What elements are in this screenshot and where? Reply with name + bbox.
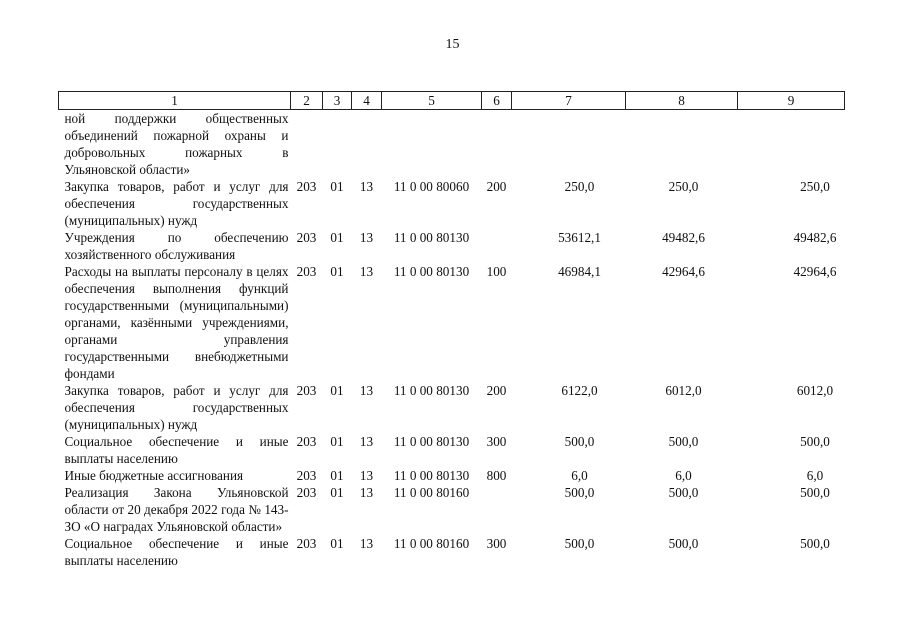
table-row: [59, 535, 845, 569]
row-admin-code: 203: [296, 230, 317, 245]
row-target-article: 11 0 00 80130: [393, 383, 470, 398]
row-amount-col8-value: 42964,6: [662, 264, 705, 279]
table-row: [59, 484, 845, 535]
row-amount-col9-value: 42964,6: [793, 264, 837, 279]
header-col-7: 7: [512, 92, 626, 110]
row-amount-col9: [738, 110, 845, 179]
row-target-article: 11 0 00 80130: [393, 434, 470, 449]
row-amount-col8-value: 250,0: [668, 179, 699, 194]
row-description: ной поддержки общественных объединений пожарной охраны и добровольных пожарных в Ульяновской области»: [64, 111, 289, 177]
row-target-article: 11 0 00 80160: [393, 485, 470, 500]
row-target-article: 11 0 00 80130: [393, 264, 470, 279]
row-amount-col9: [738, 382, 845, 433]
row-amount-col9: [738, 467, 845, 484]
row-target-article: 11 0 00 80160: [393, 536, 470, 551]
header-col-1: 1: [59, 92, 291, 110]
header-col-8: 8: [626, 92, 738, 110]
row-amount-col9-value: 49482,6: [793, 230, 837, 245]
row-subsection: 13: [359, 485, 374, 500]
table-header: [59, 92, 845, 110]
row-expense-type: 100: [486, 264, 507, 279]
row-amount-col7-value: 6122,0: [561, 383, 598, 398]
row-admin-code: 203: [296, 468, 317, 483]
row-amount-col9-value: 500,0: [800, 485, 830, 500]
row-amount-col8-value: 500,0: [668, 536, 699, 551]
row-amount-col9: [738, 535, 845, 569]
row-section: 01: [330, 485, 344, 500]
row-expense-type: [482, 484, 512, 535]
budget-table: [58, 91, 845, 569]
row-amount-col8-value: 500,0: [668, 434, 699, 449]
table-row: [59, 263, 845, 382]
row-amount-col8-value: 6,0: [675, 468, 692, 483]
row-amount-col8: [626, 433, 738, 467]
row-amount-col8: [626, 382, 738, 433]
header-col-2: 2: [291, 92, 323, 110]
table-row: [59, 178, 845, 229]
row-expense-type: 800: [486, 468, 507, 483]
row-description: Закупка товаров, работ и услуг для обеспечения государственных (муниципальных) нужд: [64, 179, 289, 228]
row-description: Учреждения по обеспечению хозяйственного обслуживания: [64, 230, 289, 262]
row-amount-col8-value: 49482,6: [662, 230, 705, 245]
row-amount-col8: [626, 178, 738, 229]
row-amount-col7-value: 53612,1: [558, 230, 601, 245]
row-amount-col7: [512, 178, 626, 229]
row-amount-col7: [512, 229, 626, 263]
row-description: Социальное обеспечение и иные выплаты населению: [64, 536, 289, 568]
row-target-article: 11 0 00 80060: [393, 179, 470, 194]
row-amount-col7: [512, 382, 626, 433]
header-col-4: 4: [352, 92, 382, 110]
row-amount-col7: [512, 433, 626, 467]
row-section: 01: [330, 536, 344, 551]
row-expense-type: 200: [486, 179, 507, 194]
row-amount-col7: [512, 467, 626, 484]
header-col-5: 5: [382, 92, 482, 110]
row-subsection: 13: [359, 468, 374, 483]
row-description: Реализация Закона Ульяновской области от 20 декабря 2022 года № 143-ЗО «О наградах Ульяновской области»: [64, 485, 289, 534]
row-amount-col9-value: 500,0: [800, 536, 830, 551]
row-subsection: 13: [359, 179, 374, 194]
row-section: 01: [330, 179, 344, 194]
row-amount-col9-value: 250,0: [800, 179, 830, 194]
row-amount-col7: [512, 110, 626, 179]
row-expense-type: 200: [486, 383, 507, 398]
row-section: [323, 110, 352, 179]
row-amount-col7-value: 6,0: [571, 468, 588, 483]
header-row: [59, 92, 845, 110]
row-section: 01: [330, 383, 344, 398]
row-admin-code: 203: [296, 179, 317, 194]
row-admin-code: 203: [296, 264, 317, 279]
row-subsection: 13: [359, 536, 374, 551]
row-admin-code: [291, 110, 323, 179]
row-amount-col7-value: 46984,1: [558, 264, 601, 279]
row-expense-type: [482, 110, 512, 179]
row-description: Иные бюджетные ассигнования: [64, 468, 244, 483]
row-description: Расходы на выплаты персоналу в целях обеспечения выполнения функций государственными (муниципальными) органами, казёнными учреждениями, органами управления государственными внебюджетными фондами: [64, 264, 289, 381]
row-amount-col7-value: 250,0: [564, 179, 595, 194]
row-amount-col8: [626, 263, 738, 382]
row-section: 01: [330, 468, 344, 483]
row-amount-col7: [512, 484, 626, 535]
header-col-9: 9: [738, 92, 845, 110]
row-amount-col7: [512, 535, 626, 569]
row-amount-col7-value: 500,0: [564, 434, 595, 449]
row-admin-code: 203: [296, 434, 317, 449]
row-section: 01: [330, 230, 344, 245]
page-number: 15: [445, 37, 460, 52]
row-description: Закупка товаров, работ и услуг для обеспечения государственных (муниципальных) нужд: [64, 383, 289, 432]
table-body: [59, 110, 845, 570]
table-row: [59, 433, 845, 467]
row-amount-col8: [626, 467, 738, 484]
row-amount-col9-value: 6012,0: [796, 383, 834, 398]
row-admin-code: 203: [296, 536, 317, 551]
row-subsection: [352, 110, 382, 179]
table-row: [59, 110, 845, 179]
row-target-article: 11 0 00 80130: [393, 468, 470, 483]
row-amount-col7-value: 500,0: [564, 536, 595, 551]
row-target-article: [382, 110, 482, 179]
row-amount-col8-value: 6012,0: [665, 383, 702, 398]
row-amount-col8: [626, 229, 738, 263]
table-row: [59, 382, 845, 433]
table-row: [59, 229, 845, 263]
row-subsection: 13: [359, 264, 374, 279]
row-amount-col8: [626, 110, 738, 179]
row-subsection: 13: [359, 434, 374, 449]
row-section: 01: [330, 264, 344, 279]
table-row: [59, 467, 845, 484]
row-amount-col9: [738, 229, 845, 263]
row-expense-type: 300: [486, 434, 507, 449]
header-col-3: 3: [323, 92, 352, 110]
row-amount-col8: [626, 484, 738, 535]
row-amount-col7: [512, 263, 626, 382]
row-amount-col9: [738, 178, 845, 229]
row-section: 01: [330, 434, 344, 449]
row-admin-code: 203: [296, 383, 317, 398]
header-col-6: 6: [482, 92, 512, 110]
row-expense-type: 300: [486, 536, 507, 551]
row-amount-col9: [738, 484, 845, 535]
row-amount-col8: [626, 535, 738, 569]
row-description: Социальное обеспечение и иные выплаты населению: [64, 434, 289, 466]
row-amount-col9-value: 500,0: [800, 434, 830, 449]
row-amount-col9: [738, 263, 845, 382]
row-expense-type: [482, 229, 512, 263]
row-amount-col9-value: 6,0: [806, 468, 824, 483]
row-admin-code: 203: [296, 485, 317, 500]
row-subsection: 13: [359, 230, 374, 245]
row-amount-col8-value: 500,0: [668, 485, 699, 500]
row-target-article: 11 0 00 80130: [393, 230, 470, 245]
row-amount-col7-value: 500,0: [564, 485, 595, 500]
row-subsection: 13: [359, 383, 374, 398]
row-amount-col9: [738, 433, 845, 467]
